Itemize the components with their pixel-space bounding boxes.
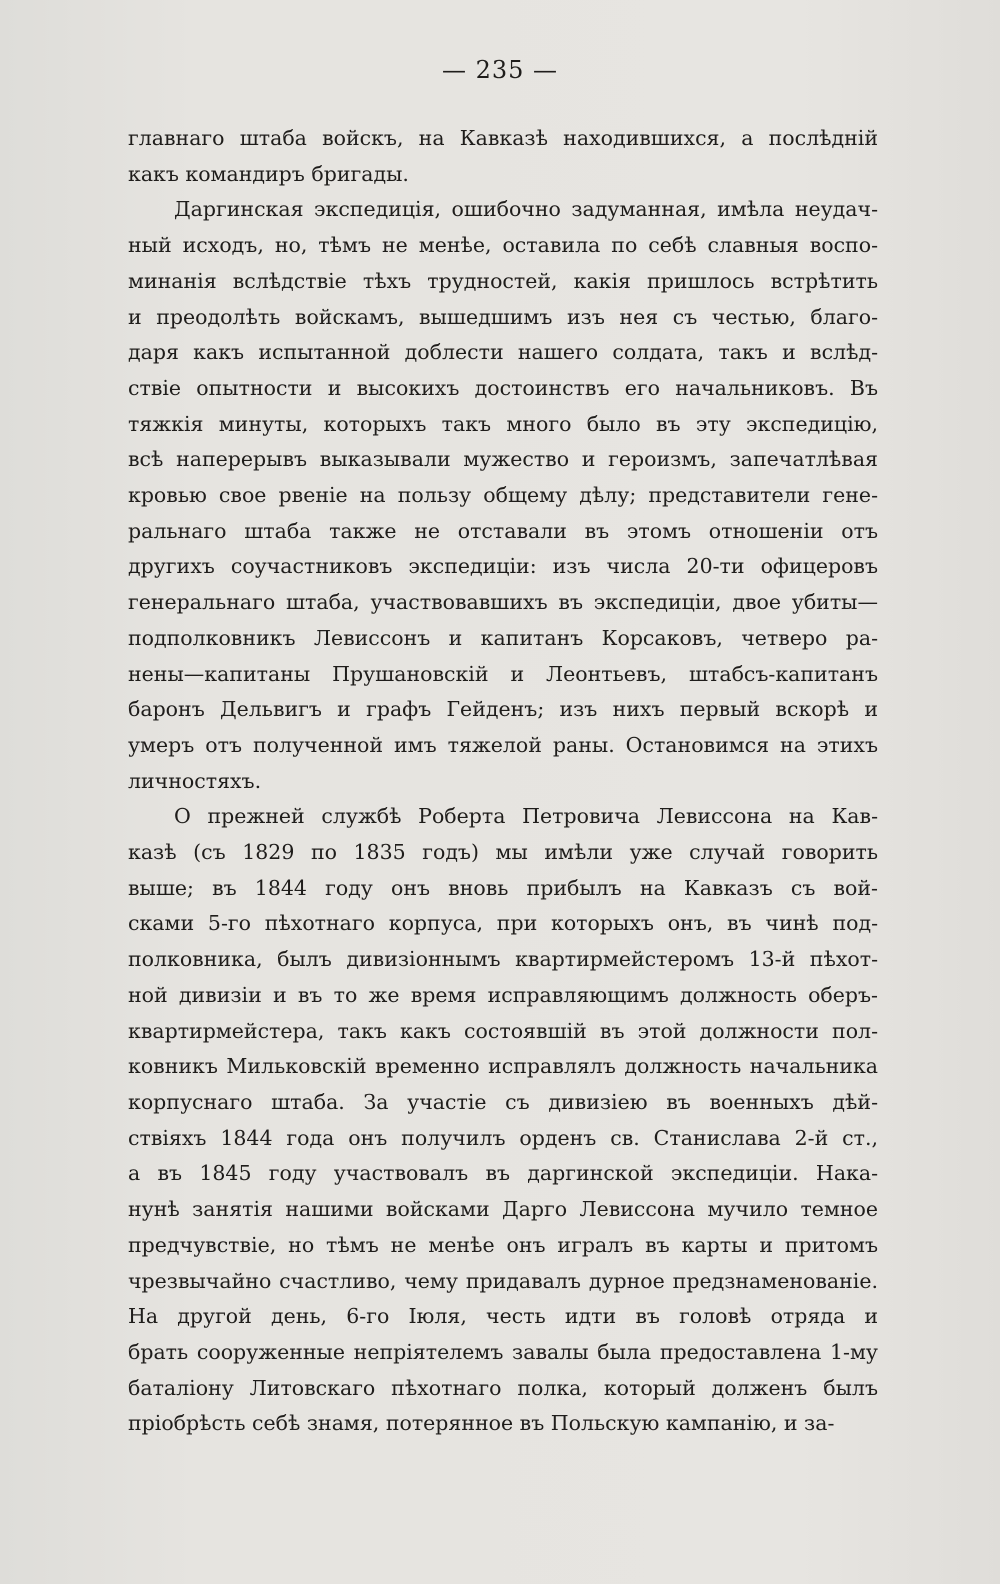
text-line: На другой день, 6-го Iюля, честь идти въ головѣ отряда и [128, 1304, 878, 1329]
text-line: предчувствiе, но тѣмъ не менѣе онъ игралъ въ карты и притомъ [128, 1232, 878, 1257]
text-line: и преодолѣть войскамъ, вышедшимъ изъ нея съ честью, благо- [128, 304, 878, 329]
text-line: ной дивизiи и въ то же время исправляющимъ должность оберъ- [128, 982, 878, 1007]
text-line: нунѣ занятiя нашими войсками Дарго Левиссона мучило темное [128, 1197, 878, 1222]
text-line: другихъ соучастниковъ экспедицiи: изъ числа 20-ти офицеровъ [128, 554, 878, 579]
text-line: О прежней службѣ Роберта Петровича Левиссона на Кав- [174, 804, 878, 829]
text-line: главнаго штаба войскъ, на Кавказѣ находившихся, а послѣднiй [128, 126, 878, 150]
text-line: подполковникъ Левиссонъ и капитанъ Корсаковъ, четверо ра- [128, 625, 878, 650]
text-line: прiобрѣсть себѣ знамя, потерянное въ Польскую кампанiю, и за- [128, 1411, 835, 1436]
paragraph [128, 192, 878, 799]
text-line: ствiе опытности и высокихъ достоинствъ его начальниковъ. Въ [128, 375, 878, 400]
text-line: даря какъ испытанной доблести нашего солдата, такъ и вслѣд- [128, 340, 878, 365]
text-line: нены—капитаны Прушановскiй и Леонтьевъ, штабсъ-капитанъ [128, 661, 878, 686]
text-line: тяжкiя минуты, которыхъ такъ много было въ эту экспедицiю, [128, 411, 878, 436]
text-line: ствiяхъ 1844 года онъ получилъ орденъ св. Станислава 2-й ст., [128, 1125, 878, 1150]
text-line: корпуснаго штаба. За участiе съ дивизiею въ военныхъ дѣй- [128, 1089, 878, 1114]
text-line: минанiя вслѣдствiе тѣхъ трудностей, какiя пришлось встрѣтить [128, 268, 878, 293]
page-number: — 235 — [441, 56, 559, 84]
paragraph [128, 799, 878, 1442]
text-line: квартирмейстера, такъ какъ состоявшiй въ этой должности пол- [128, 1018, 878, 1043]
text-line: а въ 1845 году участвовалъ въ даргинской экспедицiи. Нака- [128, 1161, 878, 1186]
text-line: кровью свое рвенiе на пользу общему дѣлу; представители гене- [128, 483, 878, 508]
body-text [128, 121, 878, 1442]
text-line: казѣ (съ 1829 по 1835 годъ) мы имѣли уже случай говорить [128, 840, 878, 865]
text-line: полковника, былъ дивизiоннымъ квартирмейстеромъ 13-й пѣхот- [128, 947, 878, 972]
text-line: ный исходъ, но, тѣмъ не менѣе, оставила по себѣ славныя воспо- [128, 233, 878, 258]
text-line: баталiону Литовскаго пѣхотнаго полка, который долженъ былъ [128, 1375, 878, 1400]
text-line: Даргинская экспедицiя, ошибочно задуманная, имѣла неудач- [174, 197, 878, 222]
text-line: сками 5-го пѣхотнаго корпуса, при которыхъ онъ, въ чинѣ под- [128, 911, 878, 936]
text-line: баронъ Дельвигъ и графъ Гейденъ; изъ нихъ первый вскорѣ и [128, 697, 878, 722]
text-line: генеральнаго штаба, участвовавшихъ въ экспедицiи, двое убиты— [128, 590, 878, 615]
text-line: ральнаго штаба также не отставали въ этомъ отношенiи отъ [128, 518, 878, 543]
text-line: личностяхъ. [128, 768, 262, 793]
text-line: ковникъ Мильковскiй временно исправлялъ должность начальника [128, 1054, 878, 1079]
text-line: какъ командиръ бригады. [128, 161, 409, 186]
text-line: выше; въ 1844 году онъ вновь прибылъ на Кавказъ съ вой- [128, 875, 878, 900]
text-line: брать сооруженные непрiятелемъ завалы была предоставлена 1-му [128, 1339, 878, 1364]
text-line: умеръ отъ полученной имъ тяжелой раны. Остановимся на этихъ [128, 732, 878, 757]
paragraph [128, 121, 878, 192]
text-line: чрезвычайно счастливо, чему придавалъ дурное предзнаменованiе. [128, 1268, 878, 1293]
text-line: всѣ наперерывъ выказывали мужество и героизмъ, запечатлѣвая [128, 447, 878, 472]
